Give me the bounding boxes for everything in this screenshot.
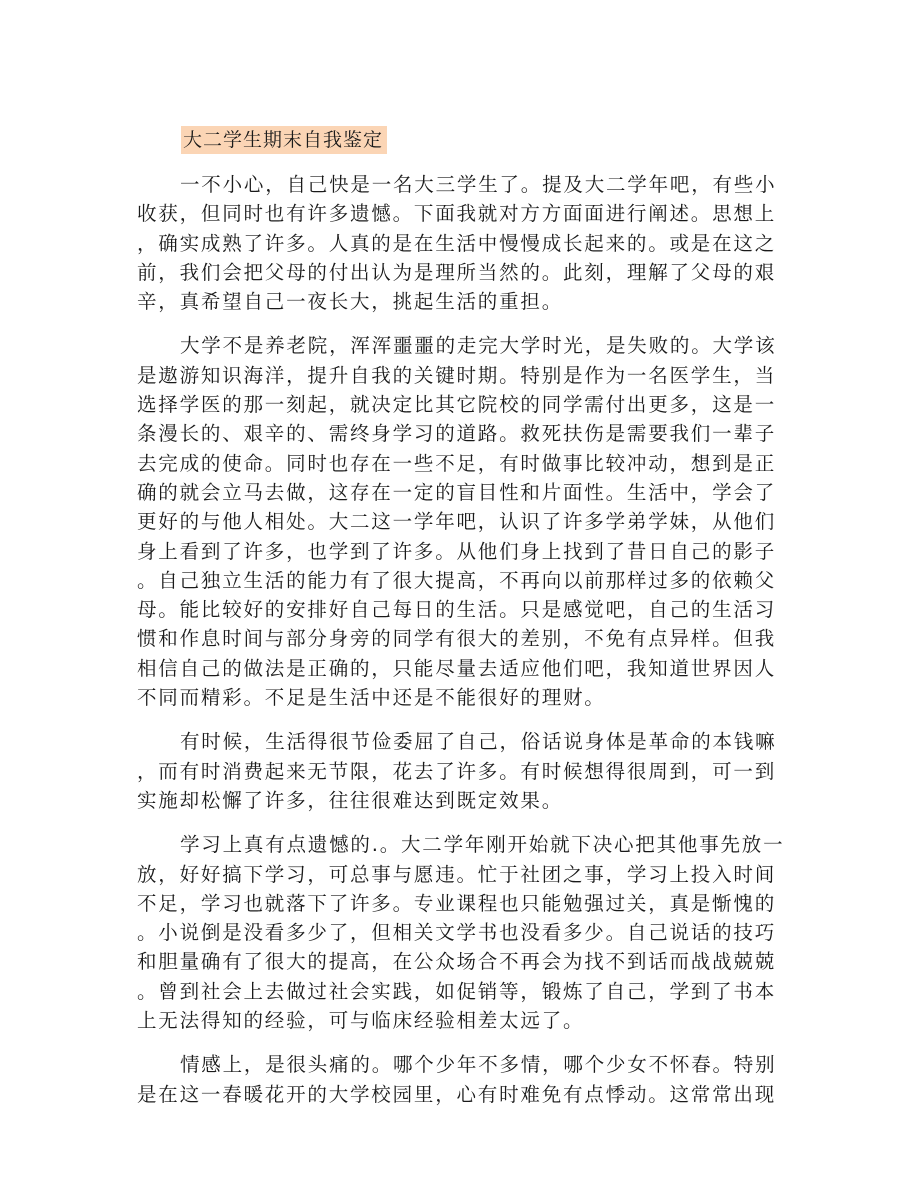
paragraph [137, 1050, 782, 1109]
text-line: ，确实成熟了许多。人真的是在生活中慢慢成长起来的。或是在这之 [137, 231, 777, 255]
text-line: 。小说倒是没看多少了，但相关文学书也没看多少。自己说话的技巧 [137, 921, 777, 945]
text-line: 是遨游知识海洋，提升自我的关键时期。特别是作为一名医学生，当 [137, 363, 777, 387]
text-line: 前，我们会把父母的付出认为是理所当然的。此刻，理解了父母的艰 [137, 260, 777, 284]
text-line: 确的就会立马去做，这存在一定的盲目性和片面性。生活中，学会了 [137, 480, 777, 504]
text-line: 有时候，生活得很节俭委屈了自己，俗话说身体是革命的本钱嘛 [180, 730, 777, 754]
text-line: 条漫长的、艰辛的、需终身学习的道路。救死扶伤是需要我们一辈子 [137, 422, 777, 446]
text-line: 惯和作息时间与部分身旁的同学有很大的差别，不免有点异样。但我 [137, 627, 777, 651]
text-line: 实施却松懈了许多，往往很难达到既定效果。 [137, 788, 564, 812]
paragraph [137, 830, 785, 1035]
text-line: 母。能比较好的安排好自己每日的生活。只是感觉吧，自己的生活习 [137, 598, 777, 622]
text-line: 大学不是养老院，浑浑噩噩的走完大学时光，是失败的。大学该 [180, 334, 777, 358]
text-line: 放，好好搞下学习，可总事与愿违。忙于社团之事，学习上投入时间 [137, 862, 777, 886]
text-line: 更好的与他人相处。大二这一学年吧，认识了许多学弟学妹，从他们 [137, 510, 777, 534]
paragraph [137, 727, 782, 815]
text-line: 。自己独立生活的能力有了很大提高，不再向以前那样过多的依赖父 [137, 568, 777, 592]
text-line: 是在这一春暖花开的大学校园里，心有时难免有点悸动。这常常出现 [137, 1082, 777, 1106]
text-line: 不足，学习也就落下了许多。专业课程也只能勉强过关，真是惭愧的 [137, 891, 777, 915]
text-line: 去完成的使命。同时也存在一些不足，有时做事比较冲动，想到是正 [137, 451, 777, 475]
document-body [137, 170, 785, 1124]
text-line: 学习上真有点遗憾的.。大二学年刚开始就下决心把其他事先放一 [180, 833, 785, 857]
title-highlight [181, 126, 387, 154]
text-line: 相信自己的做法是正确的，只能尽量去适应他们吧，我知道世界因人 [137, 656, 777, 680]
paragraph [137, 170, 782, 316]
paragraph [137, 331, 782, 712]
text-line: 。曾到社会上去做过社会实践，如促销等，锻炼了自己，学到了书本 [137, 979, 777, 1003]
text-line: 选择学医的那一刻起，就决定比其它院校的同学需付出更多，这是一 [137, 393, 777, 417]
text-line: 辛，真希望自己一夜长大，挑起生活的重担。 [137, 290, 564, 314]
text-line: 上无法得知的经验，可与临床经验相差太远了。 [137, 1009, 585, 1033]
text-line: 和胆量确有了很大的提高，在公众场合不再会为找不到话而战战兢兢 [137, 950, 777, 974]
text-line: ，而有时消费起来无节限，花去了许多。有时候想得很周到，可一到 [137, 759, 777, 783]
text-line: 收获，但同时也有许多遗憾。下面我就对方方面面进行阐述。思想上 [137, 202, 777, 226]
page-title: 大二学生期末自我鉴定 [183, 129, 384, 151]
text-line: 身上看到了许多，也学到了许多。从他们身上找到了昔日自己的影子 [137, 539, 777, 563]
text-line: 不同而精彩。不足是生活中还是不能很好的理财。 [137, 686, 606, 710]
text-line: 情感上，是很头痛的。哪个少年不多情，哪个少女不怀春。特别 [180, 1053, 777, 1077]
text-line: 一不小心，自己快是一名大三学生了。提及大二学年吧，有些小 [180, 173, 777, 196]
